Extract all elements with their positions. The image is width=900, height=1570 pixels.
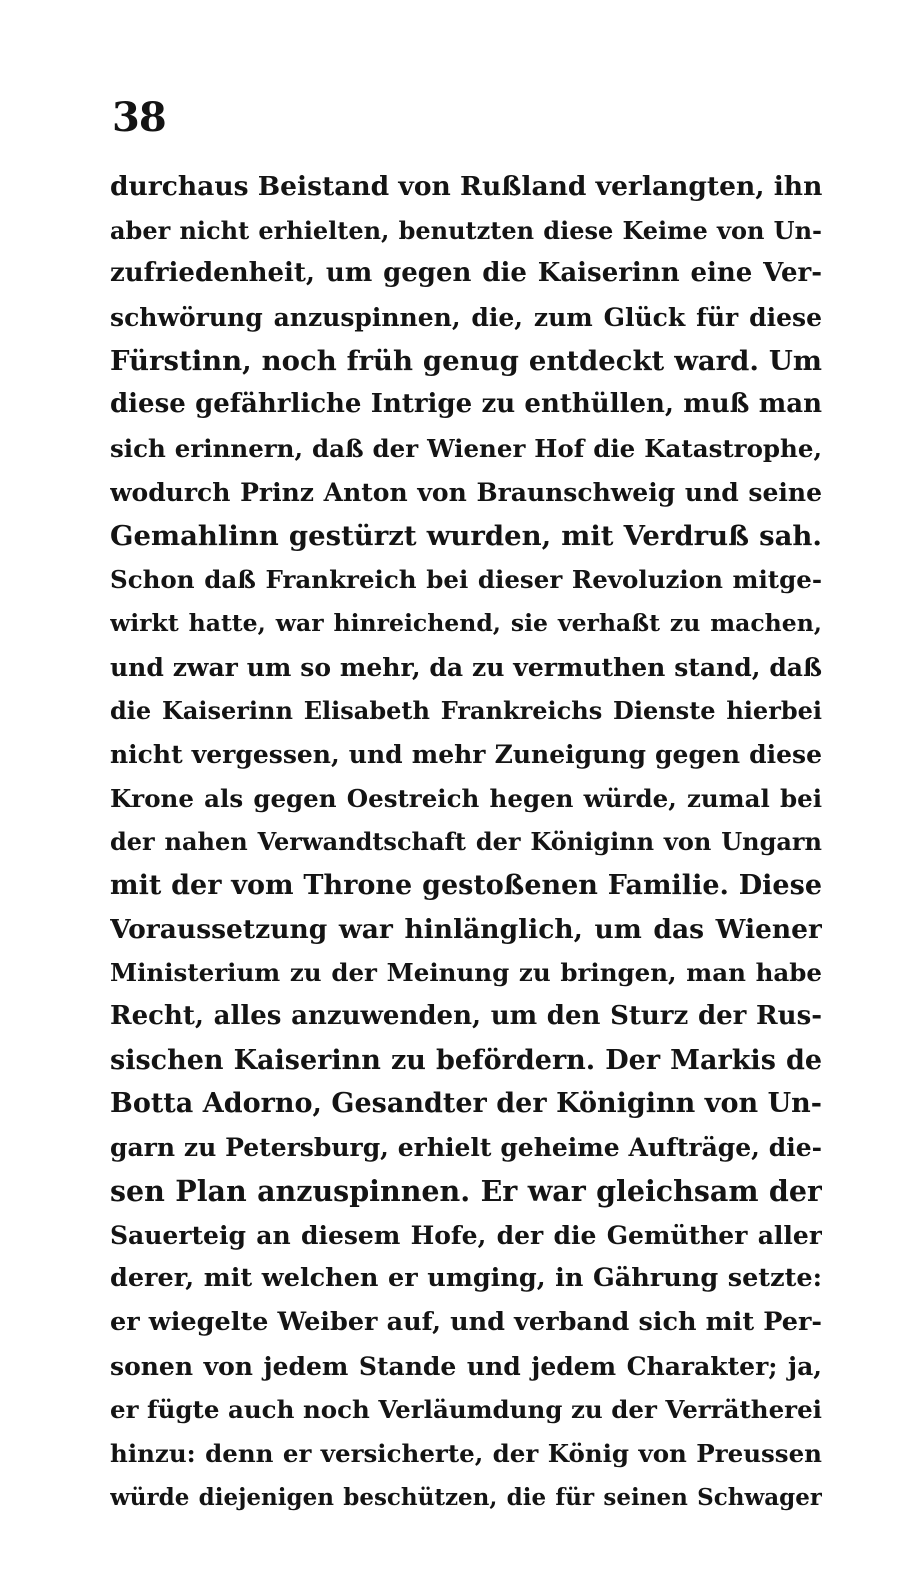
- text-line: sischen Kaiserinn zu befördern. Der Markis de: [110, 1044, 822, 1076]
- text-line: wodurch Prinz Anton von Braunschweig und seine: [110, 477, 822, 507]
- body-text: [110, 165, 822, 1519]
- text-line: aber nicht erhielten, benutzten diese Keime von Un-: [110, 215, 822, 245]
- text-line: Botta Adorno, Gesandter der Königinn von Un-: [110, 1088, 822, 1120]
- text-line: Schon daß Frankreich bei dieser Revoluzion mitge-: [110, 565, 822, 595]
- text-line: mit der vom Throne gestoßenen Familie. Diese: [110, 870, 822, 901]
- text-line: derer, mit welchen er umging, in Gährung setzte:: [110, 1263, 822, 1294]
- text-line: durchaus Beistand von Rußland verlangten, ihn: [110, 171, 822, 202]
- page-number: 38: [112, 94, 166, 141]
- text-line: sich erinnern, daß der Wiener Hof die Katastrophe,: [110, 434, 822, 464]
- text-line: wirkt hatte, war hinreichend, sie verhaßt zu machen,: [110, 608, 822, 637]
- text-line: sen Plan anzuspinnen. Er war gleichsam der: [110, 1173, 822, 1208]
- text-line: Krone als gegen Oestreich hegen würde, zumal bei: [110, 783, 822, 813]
- text-line: schwörung anzuspinnen, die, zum Glück für diese: [110, 303, 822, 333]
- text-line: der nahen Verwandtschaft der Königinn von Ungarn: [110, 827, 822, 857]
- text-line: garn zu Petersburg, erhielt geheime Aufträge, die-: [110, 1133, 822, 1163]
- text-line: Ministerium zu der Meinung zu bringen, man habe: [110, 958, 822, 988]
- text-line: die Kaiserinn Elisabeth Frankreichs Dienste hierbei: [110, 696, 822, 726]
- text-line: er wiegelte Weiber auf, und verband sich mit Per-: [110, 1306, 822, 1337]
- text-line: würde diejenigen beschützen, die für seinen Schwager: [110, 1483, 822, 1511]
- text-line: hinzu: denn er versicherte, der König von Preussen: [110, 1438, 822, 1468]
- text-line: er fügte auch noch Verläumdung zu der Verrätherei: [110, 1395, 822, 1425]
- text-line: Fürstinn, noch früh genug entdeckt ward. Um: [110, 344, 822, 377]
- text-line: Gemahlinn gestürzt wurden, mit Verdruß sah.: [110, 519, 822, 552]
- text-line: Recht, alles anzuwenden, um den Sturz der Rus-: [110, 1001, 822, 1032]
- text-line: und zwar um so mehr, da zu vermuthen stand, daß: [110, 652, 822, 682]
- text-line: Sauerteig an diesem Hofe, der die Gemüther aller: [110, 1220, 822, 1250]
- text-line: nicht vergessen, und mehr Zuneigung gegen diese: [110, 739, 822, 769]
- text-line: Voraussetzung war hinlänglich, um das Wiener: [110, 913, 822, 945]
- text-line: diese gefährliche Intrige zu enthüllen, muß man: [110, 389, 822, 420]
- text-line: zufriedenheit, um gegen die Kaiserinn eine Ver-: [110, 258, 822, 289]
- text-line: sonen von jedem Stande und jedem Charakter; ja,: [110, 1351, 822, 1381]
